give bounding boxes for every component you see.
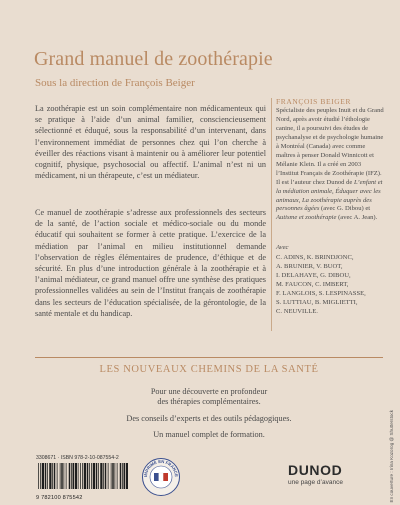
isbn-line: 3308671 · ISBN 978-2-10-087554-2 [36,455,119,461]
feature-line: des thérapies complémentaires. [157,397,261,406]
svg-text:IMPRIMÉ EN FRANCE: IMPRIMÉ EN FRANCE [142,458,180,478]
description-paragraph-2: Ce manuel de zoothérapie s’adresse aux professionnels des secteurs de la santé, de l’action sociale et médico-sociale ou du monde éducatif qui souhaitent se former à cette pratique. L’exercice de la médiation par l’animal en milieu institutionnel demande l’observation de règles élémentaires de prudence, d’éthique et de sécurité. En plus d’une introduction générale à la zoothérapie et à l’animal médiateur, ce grand manuel offre une synthèse des pratiques professionnelles validées au sein de l’Institut français de zoothérapie dans les secteurs de l’éducation spécialisée, de la gérontologie, de la santé mentale et du handicap. [35,208,266,318]
barcode-icon [36,463,128,489]
book-title-2: Éduquer avec les animaux [276,187,381,204]
cover-credit: En couverture : Irina Kozorog @ Shutterstock [389,410,394,503]
contributor-line: F. LANGLOIS, S. LESPINASSE, [276,289,366,297]
feature-line: Un manuel complet de formation. [153,430,265,439]
book-title-4: Autisme et zoothérapie [276,214,337,222]
contributors-list [276,254,366,317]
feature-line: Des conseils d’experts et des outils pédagogiques. [126,414,292,423]
publisher-tagline: une page d’avance [288,479,343,486]
book-title-1: L’enfant et la médiation animale [276,178,383,195]
bio-separator: , [332,187,336,195]
bio-separator: , [298,196,303,204]
collection-name: LES NOUVEAUX CHEMINS DE LA SANTÉ [99,364,319,375]
author-name: FRANÇOIS BEIGER [276,97,352,106]
contributors-label: Avec [276,244,289,251]
contributor-line: C. ADINS, K. BRINDJONC, [276,254,354,261]
section-divider [35,357,383,358]
book-subtitle: Sous la direction de François Beiger [35,77,195,89]
column-divider [271,98,272,331]
contributor-line: S. LUTTIAU, B. MIGLIETTI, [276,298,358,306]
printed-in-france-seal [141,457,181,497]
author-bio [276,107,384,223]
publisher-logo: DUNOD [288,462,343,478]
book-title: Grand manuel de zoothérapie [34,48,273,70]
book-title-3: La zoothérapie auprès des personnes âgées [276,196,372,213]
contributor-line: M. FAUCON, C. IMBERT, [276,280,349,288]
description-paragraph-1: La zoothérapie est un soin complémentaire non médicamenteux qui se pratique à l’aide d’un animal familier, consciencieusement sélectionné et éduqué, sous la responsabilité d’un intervenant, dans l’environnement immédiat de personnes chez qui l’on cherche à éveiller des réactions visant à maintenir ou à améliorer leur potentiel cognitif, physique, psychosocial ou affectif. L’animal n’est ni un médicament, ni un thérapeute, c’est un médiateur. [35,104,266,181]
contributor-line: A. BRUNIER, V. BUOT, [276,262,343,270]
barcode-digits: 9 782100 875542 [36,495,83,501]
barcode-block [36,455,130,501]
contributor-line: C. NEUVILLE. [276,307,318,315]
contributor-line: I. DELAHAYE, G. DIBOU, [276,271,351,279]
bio-text: (avec G. Dibou) et [319,205,371,213]
bio-text: Spécialiste des peuples Inuit et du Grand Nord, après avoir étudié l’éthologie canine, il a poursuivi des études de psychanalyse et de psychologie humaine à Montréal (Canada) avec comme maîtres à penser Donald Winnicott et Mélanie Klein. Il a créé en 2003 l’Institut Français de Zoothérapie (IFZ). Il est l’auteur chez Dunod de [276,107,384,186]
feature-line: Pour une découverte en profondeur [150,387,268,396]
bio-text: (avec A. Jean). [336,214,378,222]
